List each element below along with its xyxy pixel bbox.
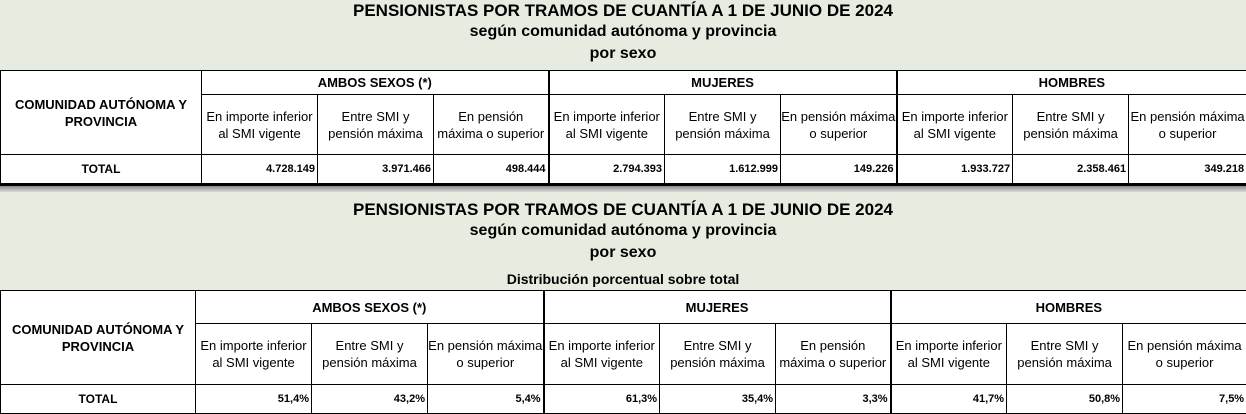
row-header: COMUNIDAD AUTÓNOMA Y PROVINCIA bbox=[1, 71, 202, 155]
subcol-inferior-smi: En importe inferior al SMI vigente bbox=[897, 95, 1013, 155]
total-label: TOTAL bbox=[1, 385, 196, 414]
group-header-hombres: HOMBRES bbox=[897, 71, 1246, 95]
table-title: PENSIONISTAS POR TRAMOS DE CUANTÍA A 1 DE JUNIO DE 2024 bbox=[353, 200, 893, 219]
subcol-entre-smi: Entre SMI y pensión máxima bbox=[1007, 324, 1123, 385]
total-value: 349.218 bbox=[1129, 155, 1246, 185]
total-value: 2.358.461 bbox=[1013, 155, 1129, 185]
subcol-maxima: En pensión máxima o superior bbox=[781, 95, 897, 155]
subcol-inferior-smi: En importe inferior al SMI vigente bbox=[202, 95, 318, 155]
total-value: 498.444 bbox=[434, 155, 549, 185]
subcol-inferior-smi: En importe inferior al SMI vigente bbox=[549, 95, 665, 155]
percentage-table-panel bbox=[0, 192, 1246, 412]
table-subtitle: según comunidad autónoma y provincia bbox=[469, 222, 777, 239]
group-header-ambos: AMBOS SEXOS (*) bbox=[196, 291, 544, 324]
subcol-entre-smi: Entre SMI y pensión máxima bbox=[660, 324, 776, 385]
subcol-maxima: En pensión máxima o superior bbox=[428, 324, 544, 385]
total-value: 1.612.999 bbox=[665, 155, 781, 185]
pensioners-absolute-table bbox=[0, 70, 1246, 186]
total-percent: 61,3% bbox=[544, 385, 660, 414]
total-value: 4.728.149 bbox=[202, 155, 318, 185]
group-header-mujeres: MUJERES bbox=[549, 71, 897, 95]
table-title: PENSIONISTAS POR TRAMOS DE CUANTÍA A 1 DE JUNIO DE 2024 bbox=[353, 1, 893, 20]
total-percent: 41,7% bbox=[891, 385, 1007, 414]
subcol-maxima: En pensión máxima o superior bbox=[434, 95, 549, 155]
subcol-entre-smi: Entre SMI y pensión máxima bbox=[1013, 95, 1129, 155]
group-header-ambos: AMBOS SEXOS (*) bbox=[202, 71, 549, 95]
subcol-entre-smi: Entre SMI y pensión máxima bbox=[665, 95, 781, 155]
total-percent: 50,8% bbox=[1007, 385, 1123, 414]
total-percent: 3,3% bbox=[776, 385, 891, 414]
total-value: 3.971.466 bbox=[318, 155, 434, 185]
subcol-maxima: En pensión máxima o superior bbox=[1123, 324, 1246, 385]
group-header-mujeres: MUJERES bbox=[544, 291, 891, 324]
pensioners-percentage-table bbox=[0, 290, 1246, 414]
total-label: TOTAL bbox=[1, 155, 202, 185]
total-value: 1.933.727 bbox=[897, 155, 1013, 185]
total-value: 149.226 bbox=[781, 155, 897, 185]
row-header: COMUNIDAD AUTÓNOMA Y PROVINCIA bbox=[1, 291, 196, 385]
table-subtitle: según comunidad autónoma y provincia bbox=[469, 23, 777, 40]
total-percent: 43,2% bbox=[312, 385, 428, 414]
total-percent: 7,5% bbox=[1123, 385, 1246, 414]
total-percent: 5,4% bbox=[428, 385, 544, 414]
total-percent: 51,4% bbox=[196, 385, 312, 414]
subcol-entre-smi: Entre SMI y pensión máxima bbox=[312, 324, 428, 385]
table-subtitle-distribution: Distribución porcentual sobre total bbox=[506, 271, 740, 287]
table-subtitle-sex: por sexo bbox=[589, 244, 657, 261]
subcol-inferior-smi: En importe inferior al SMI vigente bbox=[544, 324, 660, 385]
subcol-maxima: En pensión máxima o superior bbox=[776, 324, 891, 385]
subcol-maxima: En pensión máxima o superior bbox=[1129, 95, 1246, 155]
subcol-entre-smi: Entre SMI y pensión máxima bbox=[318, 95, 434, 155]
absolute-table-panel bbox=[0, 0, 1246, 186]
table-subtitle-sex: por sexo bbox=[589, 45, 657, 62]
total-percent: 35,4% bbox=[660, 385, 776, 414]
total-value: 2.794.393 bbox=[549, 155, 665, 185]
group-header-hombres: HOMBRES bbox=[891, 291, 1246, 324]
subcol-inferior-smi: En importe inferior al SMI vigente bbox=[196, 324, 312, 385]
subcol-inferior-smi: En importe inferior al SMI vigente bbox=[891, 324, 1007, 385]
